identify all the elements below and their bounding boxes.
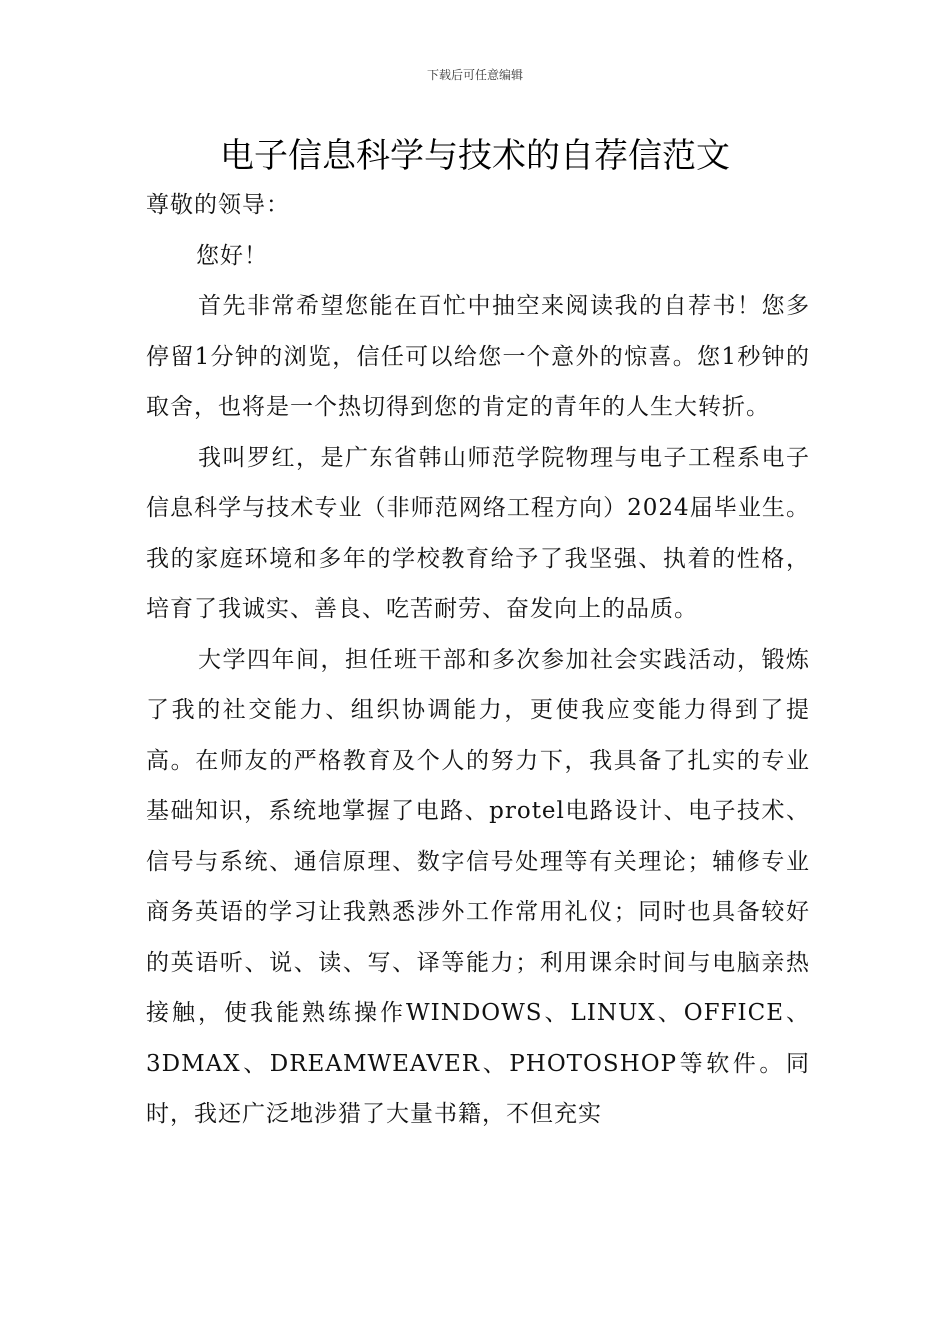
paragraph-background: 我叫罗红，是广东省韩山师范学院物理与电子工程系电子信息科学与技术专业（非师范网络工程方向）2024届毕业生。我的家庭环境和多年的学校教育给予了我坚强、执着的性格，培育了我诚实、善良、吃苦耐劳、奋发向上的品质。: [146, 444, 810, 622]
document-title: 电子信息科学与技术的自荐信范文: [220, 136, 730, 176]
letter-body: [146, 180, 810, 1140]
salutation: 尊敬的领导：: [146, 192, 290, 218]
greeting: 您好！: [196, 242, 268, 269]
paragraph-university: 大学四年间，担任班干部和多次参加社会实践活动，锻炼了我的社交能力、组织协调能力，更使我应变能力得到了提高。在师友的严格教育及个人的努力下，我具备了扎实的专业基础知识，系统地掌握了电路、protel电路设计、电子技术、信号与系统、通信原理、数字信号处理等有关理论；辅修专业商务英语的学习让我熟悉涉外工作常用礼仪；同时也具备较好的英语听、说、读、写、译等能力；利用课余时间与电脑亲热接触，使我能熟练操作WINDOWS、LINUX、OFFICE、3DMAX、DREAMWEAVER、PHOTOSHOP等软件。同时，我还广泛地涉猎了大量书籍，不但充实: [146, 646, 810, 1127]
header-note: 下载后可任意编辑: [426, 68, 523, 82]
paragraph-intro: 首先非常希望您能在百忙中抽空来阅读我的自荐书！您多停留1分钟的浏览，信任可以给您一个意外的惊喜。您1秒钟的取舍，也将是一个热切得到您的肯定的青年的人生大转折。: [146, 293, 810, 420]
